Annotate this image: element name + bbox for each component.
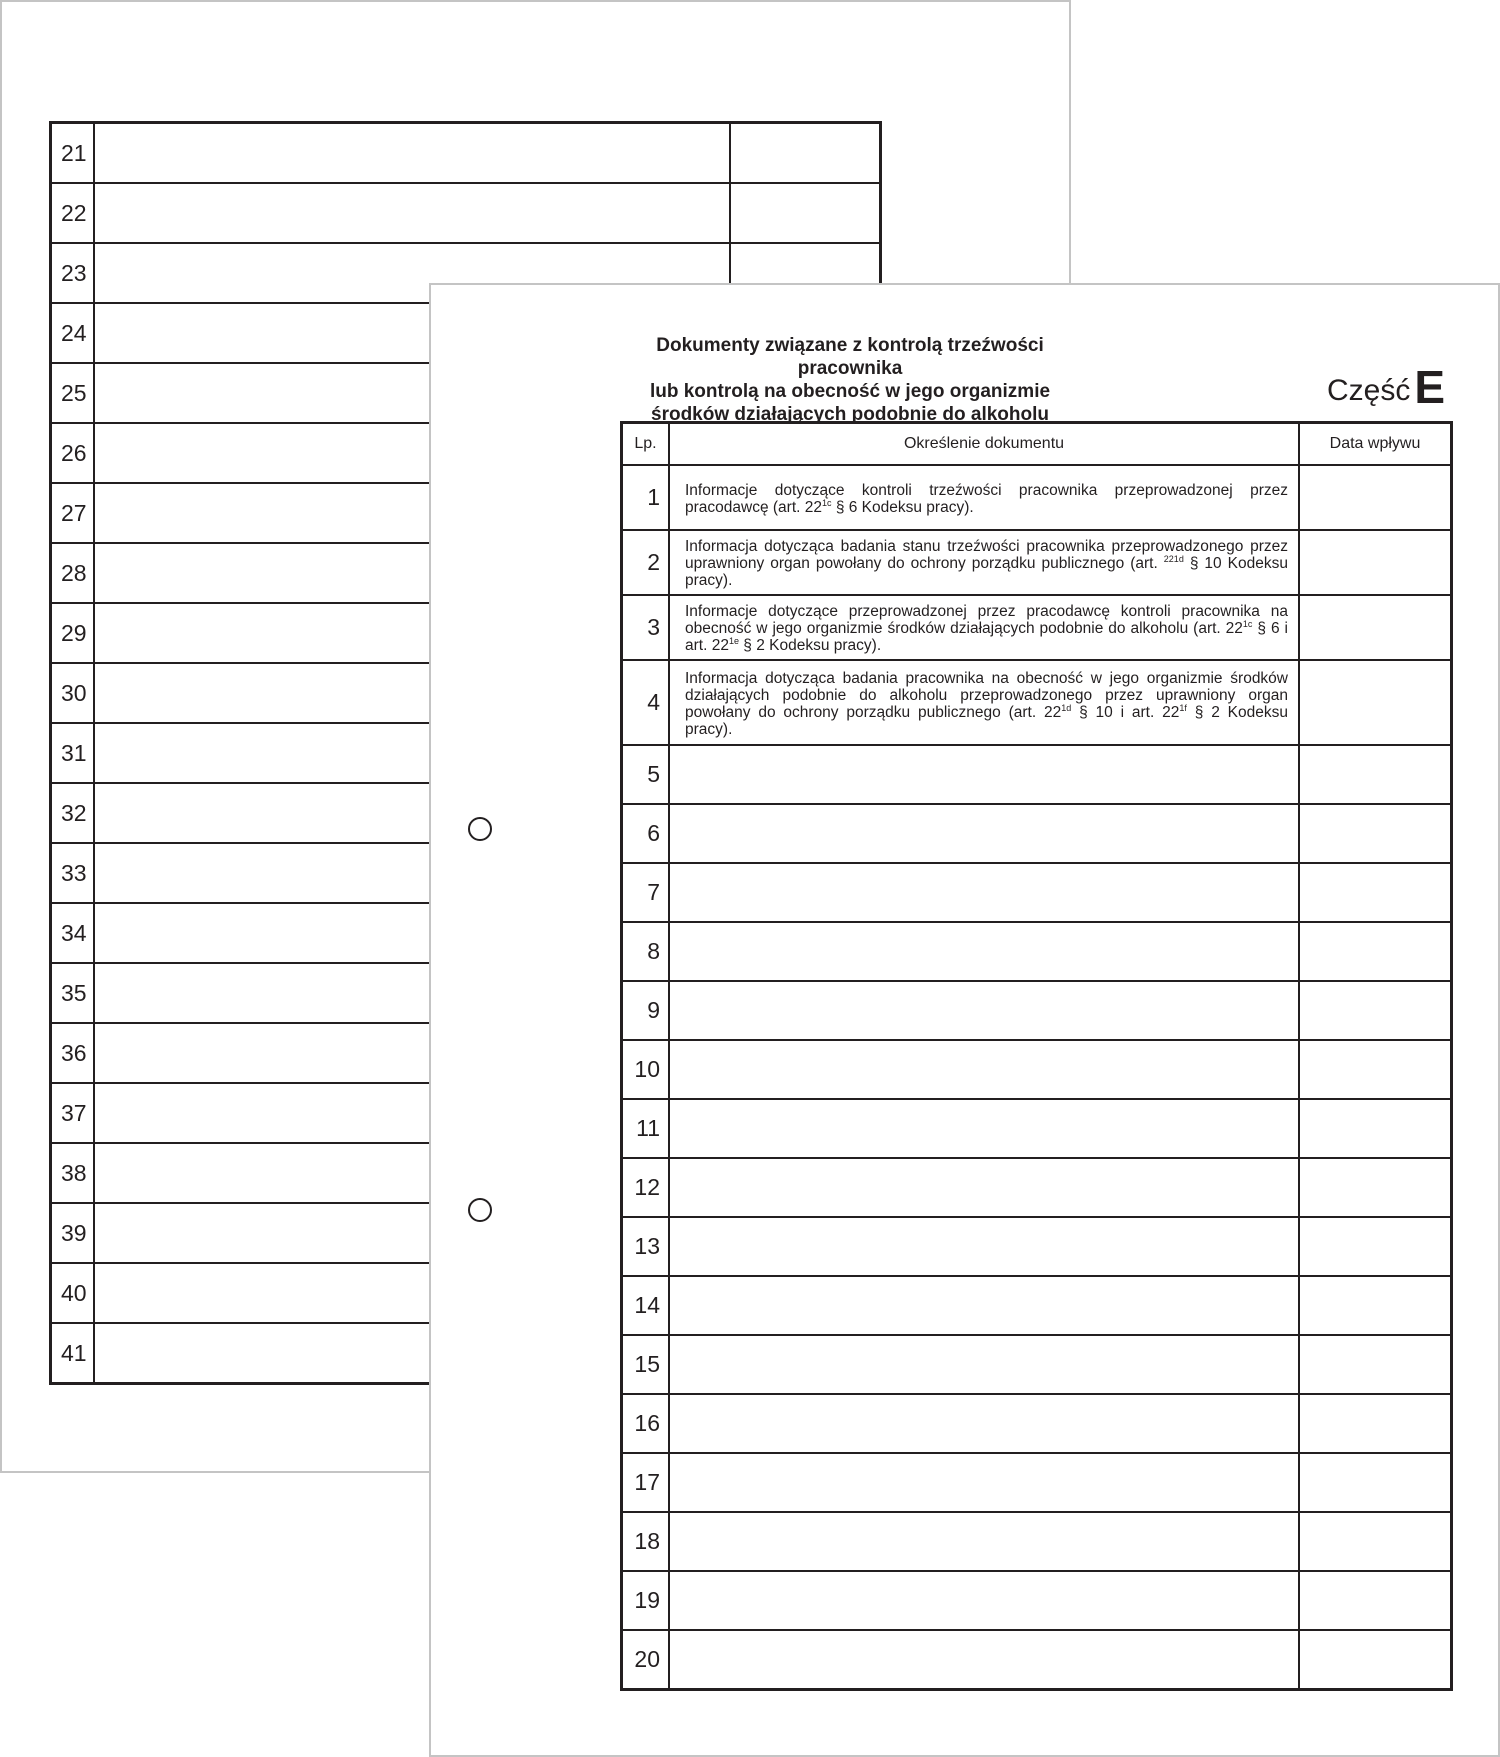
row-number: 3: [622, 595, 670, 660]
row-number: 11: [622, 1099, 670, 1158]
table-row: [622, 981, 1452, 1040]
row-number: 31: [51, 723, 94, 783]
description-cell[interactable]: [669, 1040, 1299, 1099]
description-text: § 2 Kodeksu pracy).: [685, 703, 1288, 738]
row-number: 10: [622, 1040, 670, 1099]
row-number: 35: [51, 963, 94, 1023]
row-number: 32: [51, 783, 94, 843]
description-cell[interactable]: [669, 1276, 1299, 1335]
description-text: Informacje dotyczące kontroli trzeźwości pracownika przeprowadzonej przez pracodawcę (art. 22: [685, 481, 1288, 516]
superscript: 1d: [1061, 702, 1072, 713]
superscript: 1f: [1179, 702, 1187, 713]
date-cell[interactable]: [1299, 922, 1452, 981]
row-number: 20: [622, 1630, 670, 1690]
description-cell[interactable]: [669, 804, 1299, 863]
row-number: 29: [51, 603, 94, 663]
date-cell[interactable]: [1299, 1158, 1452, 1217]
date-cell[interactable]: [1299, 1512, 1452, 1571]
description-cell[interactable]: [669, 1394, 1299, 1453]
date-cell[interactable]: [730, 183, 881, 243]
row-number: 17: [622, 1453, 670, 1512]
row-number: 2: [622, 530, 670, 595]
table-row: [51, 123, 881, 184]
row-number: 16: [622, 1394, 670, 1453]
table-row: [622, 1394, 1452, 1453]
superscript: 1c: [822, 497, 832, 508]
part-letter: E: [1414, 361, 1446, 413]
row-number: 24: [51, 303, 94, 363]
table-row: [622, 595, 1452, 660]
table-row: [622, 660, 1452, 745]
date-cell[interactable]: [730, 123, 881, 184]
row-number: 28: [51, 543, 94, 603]
row-number: 39: [51, 1203, 94, 1263]
description-cell[interactable]: [669, 981, 1299, 1040]
description-text: Informacja dotycząca badania pracownika na obecność w jego organizmie środków działających podobnie do alkoholu przeprowadzonego przez uprawniony organ powołany do ochrony porządku publicznego (art. 22: [685, 669, 1288, 721]
document-description: [669, 660, 1299, 745]
row-number: 8: [622, 922, 670, 981]
table-row: [622, 1571, 1452, 1630]
row-number: 25: [51, 363, 94, 423]
row-number: 1: [622, 465, 670, 530]
table-row: [622, 1453, 1452, 1512]
title-line: Dokumenty związane z kontrolą trzeźwości pracownika: [656, 335, 1044, 379]
table-row: [622, 1217, 1452, 1276]
row-number: 4: [622, 660, 670, 745]
table-row: [622, 1099, 1452, 1158]
table-header-row: [622, 423, 1452, 466]
document-description: [669, 465, 1299, 530]
description-text: § 6 i art. 22: [685, 620, 1288, 654]
date-cell[interactable]: [1299, 1217, 1452, 1276]
row-number: 19: [622, 1571, 670, 1630]
row-number: 36: [51, 1023, 94, 1083]
row-number: 38: [51, 1143, 94, 1203]
row-number: 33: [51, 843, 94, 903]
table-row: [622, 1276, 1452, 1335]
row-number: 26: [51, 423, 94, 483]
punch-hole-icon: [468, 1198, 492, 1222]
table-row: [51, 183, 881, 243]
table-row: [622, 1512, 1452, 1571]
date-cell[interactable]: [1299, 660, 1452, 745]
description-cell[interactable]: [94, 123, 731, 184]
superscript: 1e: [728, 635, 739, 646]
date-cell[interactable]: [1299, 804, 1452, 863]
document-description: [669, 530, 1299, 595]
row-number: 23: [51, 243, 94, 303]
row-number: 5: [622, 745, 670, 804]
header-description: Określenie dokumentu: [669, 423, 1299, 466]
date-cell[interactable]: [1299, 595, 1452, 660]
row-number: 37: [51, 1083, 94, 1143]
superscript: 221d: [1163, 553, 1184, 564]
description-cell[interactable]: [669, 1512, 1299, 1571]
row-number: 15: [622, 1335, 670, 1394]
date-cell[interactable]: [1299, 530, 1452, 595]
table-row: [622, 745, 1452, 804]
table-row: [622, 804, 1452, 863]
row-number: 40: [51, 1263, 94, 1323]
description-cell[interactable]: [669, 1099, 1299, 1158]
date-cell[interactable]: [1299, 1099, 1452, 1158]
date-cell[interactable]: [1299, 465, 1452, 530]
date-cell[interactable]: [1299, 745, 1452, 804]
description-text: § 10 i art. 22: [1071, 703, 1180, 721]
row-number: 34: [51, 903, 94, 963]
date-cell[interactable]: [1299, 1040, 1452, 1099]
header-date: Data wpływu: [1299, 423, 1452, 466]
description-cell[interactable]: [669, 1630, 1299, 1690]
table-row: [622, 1158, 1452, 1217]
row-number: 7: [622, 863, 670, 922]
description-cell[interactable]: [669, 745, 1299, 804]
documents-table: [620, 421, 1453, 1691]
description-text: Informacja dotycząca badania stanu trzeźwości pracownika przeprowadzonego przez uprawniony organ powołany do ochrony porządku publicznego (art.: [685, 538, 1288, 572]
title-line: środków działających podobnie do alkoholu: [651, 404, 1049, 425]
row-number: 18: [622, 1512, 670, 1571]
description-text: Informacje dotyczące przeprowadzonej przez pracodawcę kontroli pracownika na obecność w jego organizmie środków działających podobnie do alkoholu (art. 22: [685, 603, 1288, 637]
description-cell[interactable]: [669, 863, 1299, 922]
page-title: [620, 334, 1080, 426]
row-number: 41: [51, 1323, 94, 1384]
punch-hole-icon: [468, 817, 492, 841]
table-row: [622, 1040, 1452, 1099]
part-label-text: Część: [1327, 374, 1411, 407]
row-number: 6: [622, 804, 670, 863]
title-line: lub kontrolą na obecność w jego organizmie: [649, 381, 1051, 402]
description-text: § 6 Kodeksu pracy).: [831, 498, 974, 516]
description-cell[interactable]: [669, 1335, 1299, 1394]
row-number: 27: [51, 483, 94, 543]
description-text: § 10 Kodeksu pracy).: [685, 555, 1288, 589]
document-description: [669, 595, 1299, 660]
date-cell[interactable]: [1299, 1630, 1452, 1690]
table-row: [622, 1335, 1452, 1394]
date-cell[interactable]: [1299, 1276, 1452, 1335]
date-cell[interactable]: [1299, 1335, 1452, 1394]
row-number: 12: [622, 1158, 670, 1217]
description-cell[interactable]: [669, 1453, 1299, 1512]
description-cell[interactable]: [94, 183, 731, 243]
date-cell[interactable]: [1299, 1394, 1452, 1453]
row-number: 13: [622, 1217, 670, 1276]
row-number: 30: [51, 663, 94, 723]
description-cell[interactable]: [669, 922, 1299, 981]
table-row: [622, 530, 1452, 595]
description-cell[interactable]: [669, 1158, 1299, 1217]
row-number: 22: [51, 183, 94, 243]
description-cell[interactable]: [669, 1571, 1299, 1630]
part-label: [1327, 360, 1445, 414]
date-cell[interactable]: [1299, 1453, 1452, 1512]
row-number: 9: [622, 981, 670, 1040]
row-number: 14: [622, 1276, 670, 1335]
description-text: § 2 Kodeksu pracy).: [738, 637, 882, 654]
date-cell[interactable]: [1299, 981, 1452, 1040]
date-cell[interactable]: [1299, 1571, 1452, 1630]
header-lp: Lp.: [622, 423, 670, 466]
description-cell[interactable]: [669, 1217, 1299, 1276]
table-row: [622, 922, 1452, 981]
table-row: [622, 1630, 1452, 1690]
superscript: 1c: [1242, 618, 1253, 629]
table-row: [622, 863, 1452, 922]
date-cell[interactable]: [1299, 863, 1452, 922]
table-row: [622, 465, 1452, 530]
row-number: 21: [51, 123, 94, 184]
